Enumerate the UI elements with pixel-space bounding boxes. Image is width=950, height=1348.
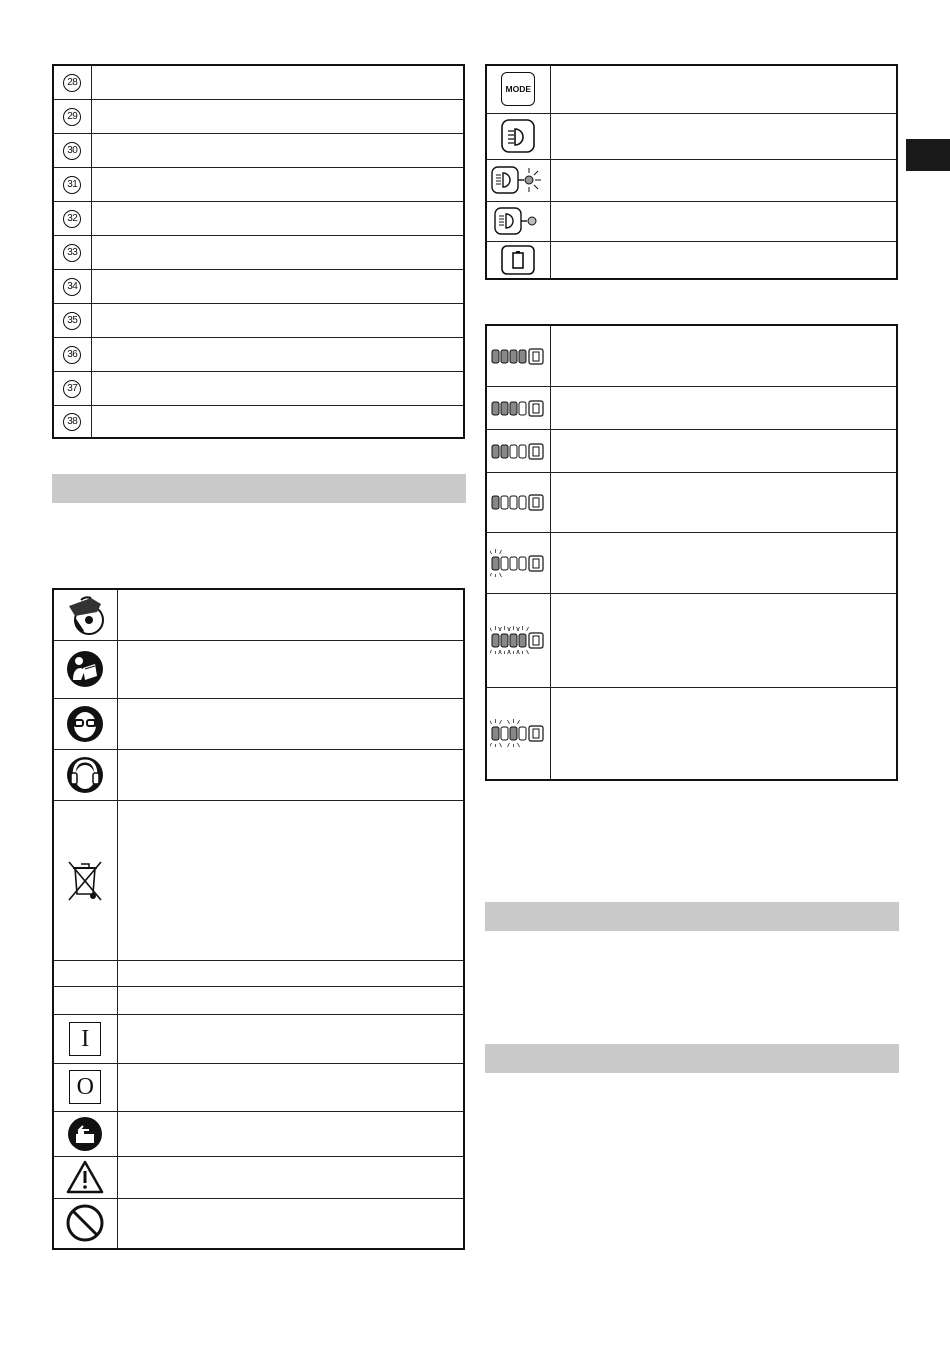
light-lamp-blink-icon [491, 164, 545, 196]
circled-number: 35 [63, 312, 81, 330]
battery-segment [492, 402, 499, 415]
battery-segment [501, 402, 508, 415]
disconnect-battery-icon [67, 1116, 103, 1152]
switch-off-icon: O [69, 1070, 101, 1104]
numbered-parts-table [52, 64, 465, 439]
blink-ray [490, 743, 492, 747]
blink-ray [490, 627, 492, 631]
numbered-row [53, 235, 464, 269]
battery-indicator-row [486, 532, 897, 593]
battery-segment [501, 350, 508, 363]
circled-number: 37 [63, 380, 81, 398]
battery-segment [519, 350, 526, 363]
section-heading-bar [485, 902, 899, 931]
battery-segment [510, 350, 517, 363]
battery-segment [510, 634, 517, 647]
battery-1-and-3-blink-icon [490, 718, 546, 748]
battery-1-blink-icon [490, 548, 546, 578]
battery-button-frame [529, 495, 543, 510]
ear-protection-icon [66, 756, 104, 794]
battery-segment [501, 445, 508, 458]
prohibited-icon [65, 1203, 105, 1243]
blink-ray [490, 573, 492, 577]
battery-segment [510, 496, 517, 509]
blink-ray [508, 720, 510, 724]
circled-number: 31 [63, 176, 81, 194]
battery-button-frame [529, 726, 543, 741]
battery-2-lit-icon [490, 436, 546, 466]
switch-on-icon: I [69, 1022, 101, 1056]
circled-number: 30 [63, 142, 81, 160]
blink-ray [500, 573, 502, 577]
circled-number: 33 [63, 244, 81, 262]
battery-check-icon [501, 245, 535, 275]
symbol-cell [53, 589, 117, 640]
circled-number: 34 [63, 278, 81, 296]
numbered-row [53, 371, 464, 405]
warning-icon [66, 1160, 104, 1194]
battery-segment [492, 557, 499, 570]
circular-saw-icon [61, 592, 109, 638]
battery-segment [492, 350, 499, 363]
battery-indicator-row [486, 687, 897, 780]
battery-button-frame [529, 444, 543, 459]
numbered-row [53, 167, 464, 201]
battery-button-frame [529, 633, 543, 648]
battery-segment [519, 445, 526, 458]
circled-number: 36 [63, 346, 81, 364]
battery-segment [519, 402, 526, 415]
battery-segment [501, 634, 508, 647]
battery-segment [501, 727, 508, 740]
light-button-icon [501, 119, 535, 153]
battery-segment [510, 557, 517, 570]
numbered-row [53, 65, 464, 99]
blink-ray [527, 627, 529, 631]
blink-ray [490, 720, 492, 724]
blink-ray [490, 550, 492, 554]
battery-4-lit-icon [490, 341, 546, 371]
numbered-row [53, 99, 464, 133]
battery-segment [501, 557, 508, 570]
battery-segment [519, 727, 526, 740]
battery-segment [519, 496, 526, 509]
battery-indicator-table [485, 324, 898, 781]
battery-button-frame [529, 349, 543, 364]
section-heading-bar [485, 1044, 899, 1073]
battery-3-lit-icon [490, 393, 546, 423]
blink-ray [490, 650, 492, 654]
circled-number: 32 [63, 210, 81, 228]
blink-ray [518, 720, 520, 724]
battery-segment [510, 445, 517, 458]
circled-number: 28 [63, 74, 81, 92]
battery-indicator-row [486, 429, 897, 472]
circled-number: 29 [63, 108, 81, 126]
battery-segment [501, 496, 508, 509]
battery-segment [492, 727, 499, 740]
blink-ray [500, 720, 502, 724]
numbered-row [53, 303, 464, 337]
control-panel-table [485, 64, 898, 280]
weee-crossed-bin-icon [65, 858, 105, 902]
blink-ray [518, 743, 520, 747]
numbered-row [53, 201, 464, 235]
blink-ray [527, 650, 529, 654]
battery-1-lit-icon [490, 487, 546, 517]
blink-ray [500, 550, 502, 554]
battery-segment [492, 445, 499, 458]
battery-segment [510, 727, 517, 740]
read-manual-icon [66, 650, 104, 688]
language-edge-tab [906, 139, 950, 171]
battery-segment [492, 634, 499, 647]
blink-ray [500, 743, 502, 747]
battery-segment [492, 496, 499, 509]
battery-indicator-row [486, 386, 897, 429]
battery-segment [510, 402, 517, 415]
numbered-row [53, 405, 464, 438]
battery-indicator-row [486, 593, 897, 687]
battery-button-frame [529, 556, 543, 571]
battery-segment [519, 634, 526, 647]
blink-ray [508, 743, 510, 747]
mode-button-icon: MODE [501, 72, 535, 106]
section-heading-bar [52, 474, 466, 503]
numbered-row [53, 133, 464, 167]
battery-button-frame [529, 401, 543, 416]
circled-number: 38 [63, 413, 81, 431]
eye-protection-icon [66, 705, 104, 743]
numbered-row [53, 269, 464, 303]
battery-segment [519, 557, 526, 570]
battery-indicator-row [486, 325, 897, 386]
numbered-row [53, 337, 464, 371]
light-lamp-on-icon [494, 206, 542, 236]
battery-indicator-row [486, 472, 897, 532]
symbols-table [52, 588, 465, 1250]
battery-all-blink-icon [490, 625, 546, 655]
